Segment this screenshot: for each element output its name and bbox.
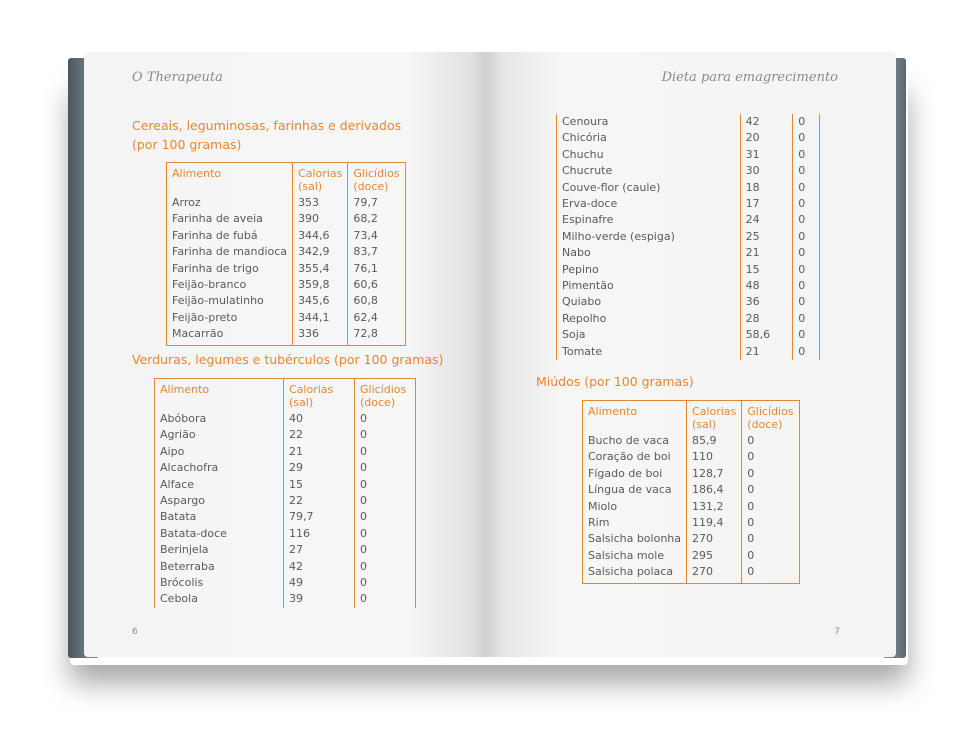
cell-calorias: 28 — [740, 311, 793, 327]
table-row — [167, 293, 406, 309]
table-row — [167, 244, 406, 260]
table-row — [155, 509, 416, 525]
cell-alimento: Chicória — [557, 130, 741, 146]
cell-glicidios: 0 — [793, 114, 820, 130]
cell-calorias: 186,4 — [687, 482, 742, 498]
cell-alimento: Pepino — [557, 262, 741, 278]
cell-alimento: Brócolis — [155, 575, 284, 591]
cell-glicidios: 76,1 — [353, 261, 378, 275]
table-row — [583, 515, 800, 531]
table-row — [155, 575, 416, 591]
cell-calorias: 110 — [687, 449, 742, 465]
cell-glicidios: 73,4 — [353, 228, 378, 242]
cell-calorias: 344,1 — [293, 310, 348, 326]
cell-glicidios: 72,8 — [353, 327, 378, 341]
table-row — [583, 548, 800, 564]
table-row — [557, 344, 820, 360]
cell-alimento: Feijão-branco — [167, 277, 293, 293]
cell-glicidios: 0 — [793, 130, 820, 146]
table-header-row — [167, 163, 406, 196]
cell-alimento: Espinafre — [557, 212, 741, 228]
cell-calorias: 24 — [740, 212, 793, 228]
cell-calorias: 344,6 — [293, 228, 348, 244]
cell-alimento: Arroz — [167, 195, 293, 211]
cell-calorias: 58,6 — [740, 327, 793, 343]
cell-glicidios: 0 — [793, 212, 820, 228]
table-row — [155, 493, 416, 509]
table-row — [167, 310, 406, 326]
cell-alimento: Batata-doce — [155, 526, 284, 542]
table-row — [583, 531, 800, 547]
cell-calorias: 342,9 — [293, 244, 348, 260]
cell-calorias: 390 — [293, 211, 348, 227]
cell-alimento: Salsicha bolonha — [583, 531, 687, 547]
cell-calorias: 128,7 — [687, 466, 742, 482]
header-alimento: Alimento — [167, 163, 293, 196]
header-calorias: Calorias (sal) — [284, 379, 355, 412]
table-row — [167, 277, 406, 293]
cell-alimento: Macarrão — [167, 326, 293, 345]
cell-alimento: Erva-doce — [557, 196, 741, 212]
cell-alimento: Milho-verde (espiga) — [557, 229, 741, 245]
cell-glicidios: 0 — [747, 466, 755, 480]
cell-calorias: 21 — [740, 245, 793, 261]
cell-glicidios: 60,8 — [353, 294, 378, 308]
cell-calorias: 39 — [284, 591, 355, 607]
cell-glicidios: 0 — [793, 311, 820, 327]
cell-glicidios: 0 — [355, 526, 416, 542]
left-page — [84, 52, 486, 657]
cell-alimento: Abóbora — [155, 411, 284, 427]
cell-alimento: Tomate — [557, 344, 741, 360]
cell-glicidios: 0 — [355, 460, 416, 476]
cell-alimento: Alface — [155, 477, 284, 493]
cell-alimento: Feijão-preto — [167, 310, 293, 326]
cell-glicidios: 0 — [355, 411, 416, 427]
table-row — [583, 449, 800, 465]
table-row — [583, 482, 800, 498]
table-row — [155, 526, 416, 542]
table-row — [557, 196, 820, 212]
cell-glicidios: 0 — [355, 591, 416, 607]
cell-calorias: 345,6 — [293, 293, 348, 309]
section-verduras-title: Verduras, legumes e tubérculos (por 100 gramas) — [132, 352, 444, 367]
cell-glicidios: 0 — [355, 477, 416, 493]
table-row — [557, 327, 820, 343]
table-row — [557, 245, 820, 261]
right-running-head: Dieta para emagrecimento — [661, 70, 838, 85]
cell-alimento: Salsicha mole — [583, 548, 687, 564]
cell-glicidios: 0 — [355, 542, 416, 558]
cell-calorias: 15 — [740, 262, 793, 278]
cell-calorias: 21 — [740, 344, 793, 360]
table-row — [557, 278, 820, 294]
cell-alimento: Cenoura — [557, 114, 741, 130]
cell-calorias: 359,8 — [293, 277, 348, 293]
cell-calorias: 27 — [284, 542, 355, 558]
left-page-number: 6 — [132, 627, 138, 637]
table-miudos — [582, 400, 800, 584]
right-page — [486, 52, 896, 657]
cell-alimento: Couve-flor (caule) — [557, 180, 741, 196]
table-row — [557, 212, 820, 228]
section-cereais-title-line2: (por 100 gramas) — [132, 137, 242, 152]
section-miudos-title: Miúdos (por 100 gramas) — [536, 374, 694, 389]
section-cereais-title — [132, 116, 401, 154]
table-row — [155, 559, 416, 575]
cell-alimento: Rim — [583, 515, 687, 531]
cell-alimento: Fígado de boi — [583, 466, 687, 482]
cell-alimento: Batata — [155, 509, 284, 525]
cell-alimento: Aipo — [155, 444, 284, 460]
cell-calorias: 48 — [740, 278, 793, 294]
cell-alimento: Pimentão — [557, 278, 741, 294]
cell-calorias: 49 — [284, 575, 355, 591]
cell-calorias: 85,9 — [687, 433, 742, 449]
cell-calorias: 42 — [740, 114, 793, 130]
table-row — [557, 180, 820, 196]
cell-calorias: 30 — [740, 163, 793, 179]
table-verduras-continued — [556, 114, 820, 360]
cell-glicidios: 83,7 — [353, 245, 378, 259]
table-row — [557, 147, 820, 163]
header-glicidios: Glicídios (doce) — [353, 167, 400, 193]
cell-glicidios: 0 — [355, 559, 416, 575]
cell-glicidios: 0 — [747, 499, 755, 513]
cell-calorias: 355,4 — [293, 261, 348, 277]
cell-calorias: 270 — [687, 564, 742, 583]
cell-alimento: Alcachofra — [155, 460, 284, 476]
right-page-number: 7 — [834, 627, 840, 637]
cell-calorias: 116 — [284, 526, 355, 542]
cell-calorias: 131,2 — [687, 499, 742, 515]
cell-calorias: 40 — [284, 411, 355, 427]
cell-alimento: Repolho — [557, 311, 741, 327]
cell-alimento: Cebola — [155, 591, 284, 607]
table-row — [583, 466, 800, 482]
cell-calorias: 42 — [284, 559, 355, 575]
cell-glicidios: 0 — [747, 483, 755, 497]
cell-glicidios: 0 — [793, 229, 820, 245]
cell-alimento: Nabo — [557, 245, 741, 261]
table-row — [155, 460, 416, 476]
table-header-row — [155, 379, 416, 412]
cell-glicidios: 0 — [793, 147, 820, 163]
header-calorias: Calorias (sal) — [293, 163, 348, 196]
cell-calorias: 295 — [687, 548, 742, 564]
table-row — [583, 499, 800, 515]
cell-alimento: Farinha de trigo — [167, 261, 293, 277]
cell-glicidios: 0 — [747, 532, 755, 546]
left-running-head: O Therapeuta — [132, 70, 223, 85]
cell-calorias: 119,4 — [687, 515, 742, 531]
cell-alimento: Beterraba — [155, 559, 284, 575]
cell-alimento: Aspargo — [155, 493, 284, 509]
cell-glicidios: 0 — [793, 196, 820, 212]
header-glicidios: Glicídios (doce) — [747, 405, 794, 431]
cell-calorias: 36 — [740, 294, 793, 310]
table-row — [155, 591, 416, 607]
cell-glicidios: 0 — [793, 262, 820, 278]
cell-calorias: 25 — [740, 229, 793, 245]
table-row — [557, 130, 820, 146]
table-row — [167, 211, 406, 227]
cell-glicidios: 0 — [747, 516, 755, 530]
table-row — [557, 163, 820, 179]
header-glicidios: Glicídios (doce) — [355, 379, 416, 412]
cell-glicidios: 60,6 — [353, 278, 378, 292]
cell-alimento: Farinha de aveia — [167, 211, 293, 227]
cell-glicidios: 0 — [793, 180, 820, 196]
cell-alimento: Feijão-mulatinho — [167, 293, 293, 309]
cell-glicidios: 0 — [793, 245, 820, 261]
table-row — [557, 114, 820, 130]
table-row — [557, 311, 820, 327]
cell-calorias: 15 — [284, 477, 355, 493]
cell-alimento: Bucho de vaca — [583, 433, 687, 449]
section-cereais-title-line1: Cereais, leguminosas, farinhas e derivados — [132, 118, 402, 133]
cell-calorias: 22 — [284, 493, 355, 509]
header-calorias: Calorias (sal) — [687, 401, 742, 434]
cell-alimento: Quiabo — [557, 294, 741, 310]
cell-glicidios: 0 — [355, 493, 416, 509]
table-row — [583, 433, 800, 449]
cell-calorias: 22 — [284, 427, 355, 443]
table-row — [155, 542, 416, 558]
cell-alimento: Farinha de mandioca — [167, 244, 293, 260]
cell-glicidios: 0 — [747, 565, 755, 579]
table-cereais — [166, 162, 406, 346]
table-row — [167, 228, 406, 244]
cell-calorias: 21 — [284, 444, 355, 460]
table-row — [167, 195, 406, 211]
cell-glicidios: 0 — [793, 278, 820, 294]
cell-calorias: 20 — [740, 130, 793, 146]
table-row — [583, 564, 800, 583]
header-alimento: Alimento — [583, 401, 687, 434]
cell-alimento: Salsicha polaca — [583, 564, 687, 583]
cell-calorias: 17 — [740, 196, 793, 212]
cell-glicidios: 0 — [355, 444, 416, 460]
cell-glicidios: 0 — [793, 294, 820, 310]
cell-alimento: Farinha de fubá — [167, 228, 293, 244]
cell-glicidios: 0 — [747, 548, 755, 562]
cell-calorias: 336 — [293, 326, 348, 345]
cell-glicidios: 0 — [793, 163, 820, 179]
cell-calorias: 18 — [740, 180, 793, 196]
table-row — [557, 262, 820, 278]
table-verduras — [154, 378, 416, 608]
cell-calorias: 29 — [284, 460, 355, 476]
cell-glicidios: 0 — [747, 434, 755, 447]
table-row — [155, 411, 416, 427]
table-header-row — [583, 401, 800, 434]
table-row — [155, 477, 416, 493]
table-row — [167, 326, 406, 345]
header-alimento: Alimento — [155, 379, 284, 412]
cell-alimento: Agrião — [155, 427, 284, 443]
cell-glicidios: 0 — [793, 327, 820, 343]
cell-glicidios: 0 — [355, 427, 416, 443]
cell-alimento: Chuchu — [557, 147, 741, 163]
cell-glicidios: 68,2 — [353, 212, 378, 226]
cell-calorias: 270 — [687, 531, 742, 547]
cell-glicidios: 0 — [793, 344, 820, 360]
table-row — [155, 427, 416, 443]
cell-glicidios: 0 — [355, 509, 416, 525]
cell-alimento: Berinjela — [155, 542, 284, 558]
cell-alimento: Soja — [557, 327, 741, 343]
table-row — [155, 444, 416, 460]
cell-alimento: Coração de boi — [583, 449, 687, 465]
cell-calorias: 31 — [740, 147, 793, 163]
cell-calorias: 353 — [293, 195, 348, 211]
table-row — [557, 229, 820, 245]
cell-glicidios: 79,7 — [353, 196, 378, 209]
cell-calorias: 79,7 — [284, 509, 355, 525]
cell-alimento: Miolo — [583, 499, 687, 515]
cell-glicidios: 0 — [355, 575, 416, 591]
table-row — [557, 294, 820, 310]
table-row — [167, 261, 406, 277]
cell-alimento: Chucrute — [557, 163, 741, 179]
cell-glicidios: 0 — [747, 450, 755, 464]
cell-glicidios: 62,4 — [353, 310, 378, 324]
cell-alimento: Língua de vaca — [583, 482, 687, 498]
